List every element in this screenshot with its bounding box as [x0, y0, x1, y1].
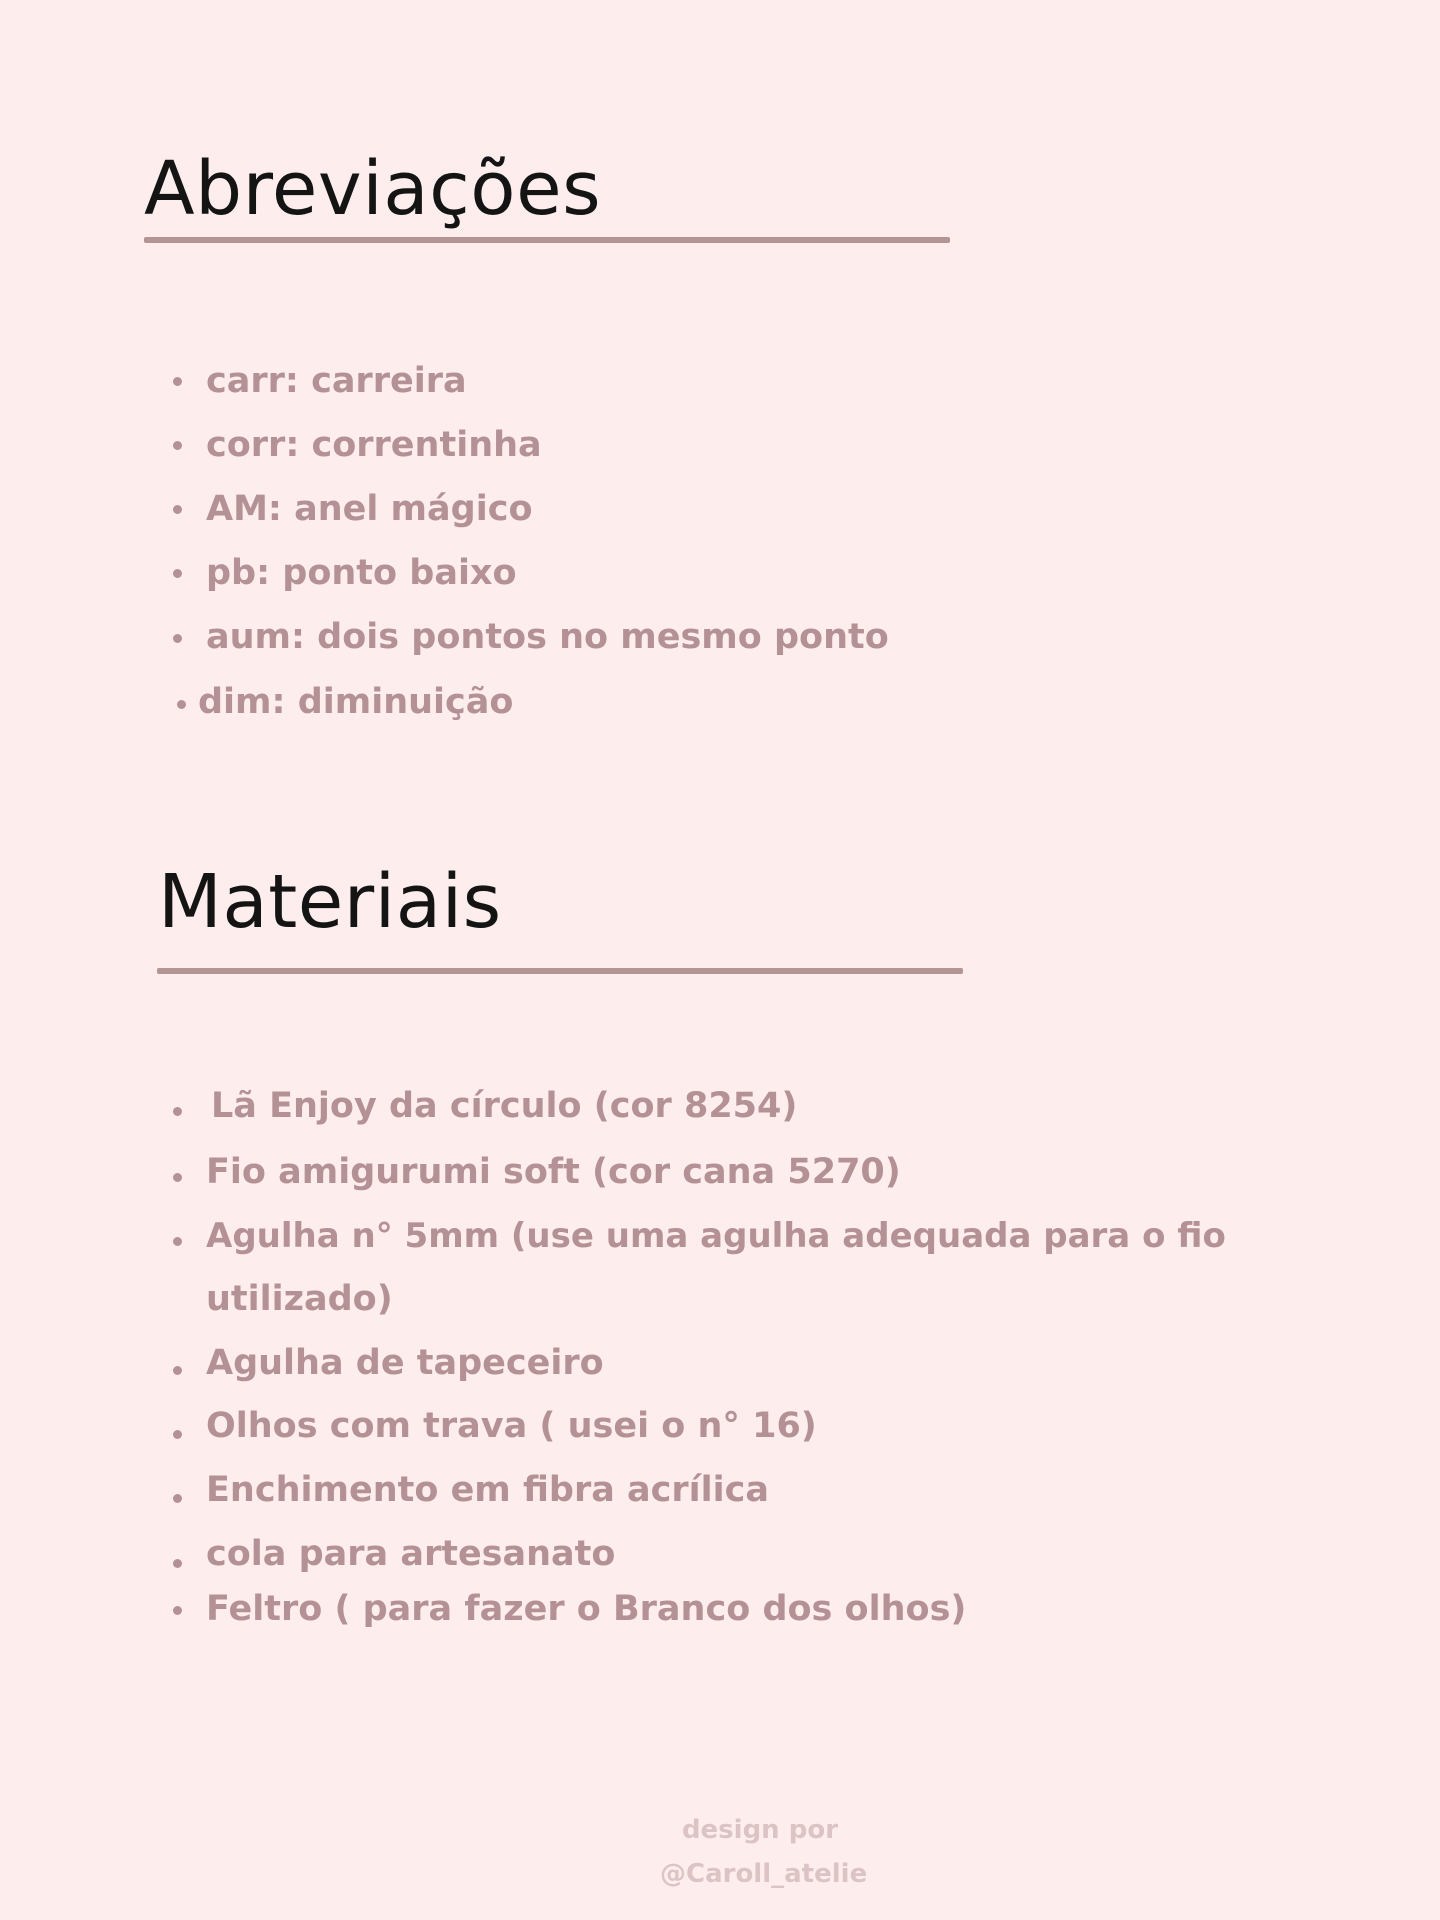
material-text: utilizado)	[206, 1279, 393, 1319]
abbreviations-title: Abreviações	[144, 146, 602, 232]
bullet-icon	[173, 1606, 182, 1615]
abbreviations-title-underline	[144, 237, 950, 243]
bullet-icon	[173, 377, 182, 386]
abbreviation-text: carr: carreira	[206, 361, 467, 401]
material-text: cola para artesanato	[206, 1534, 616, 1574]
material-text: Feltro ( para fazer o Branco dos olhos)	[206, 1589, 967, 1629]
abbreviation-text: dim: diminuição	[198, 682, 514, 722]
bullet-icon	[173, 1366, 182, 1375]
bullet-icon	[173, 634, 182, 643]
bullet-icon	[173, 1430, 182, 1439]
materials-title: Materiais	[158, 859, 502, 945]
abbreviation-text: corr: correntinha	[206, 425, 542, 465]
credit-line-handle: @Caroll_atelie	[660, 1859, 868, 1889]
material-text: Enchimento em fibra acrílica	[206, 1470, 770, 1510]
bullet-icon	[173, 441, 182, 450]
bullet-icon	[177, 700, 186, 709]
bullet-icon	[173, 1494, 182, 1503]
bullet-icon	[173, 1237, 182, 1246]
abbreviation-text: pb: ponto baixo	[206, 553, 517, 593]
credit-line-design-by: design por	[681, 1815, 839, 1845]
bullet-icon	[173, 1559, 182, 1568]
material-text: Agulha de tapeceiro	[206, 1343, 604, 1383]
bullet-icon	[173, 1107, 182, 1116]
bullet-icon	[173, 1173, 182, 1182]
material-text: Olhos com trava ( usei o n° 16)	[206, 1406, 817, 1446]
abbreviation-text: AM: anel mágico	[206, 489, 533, 529]
materials-title-underline	[157, 968, 963, 974]
abbreviation-text: aum: dois pontos no mesmo ponto	[206, 617, 889, 657]
bullet-icon	[173, 569, 182, 578]
material-text: Agulha n° 5mm (use uma agulha adequada para o fio	[206, 1216, 1226, 1256]
material-text: Fio amigurumi soft (cor cana 5270)	[206, 1152, 901, 1192]
bullet-icon	[173, 505, 182, 514]
material-text: Lã Enjoy da círculo (cor 8254)	[211, 1086, 798, 1126]
